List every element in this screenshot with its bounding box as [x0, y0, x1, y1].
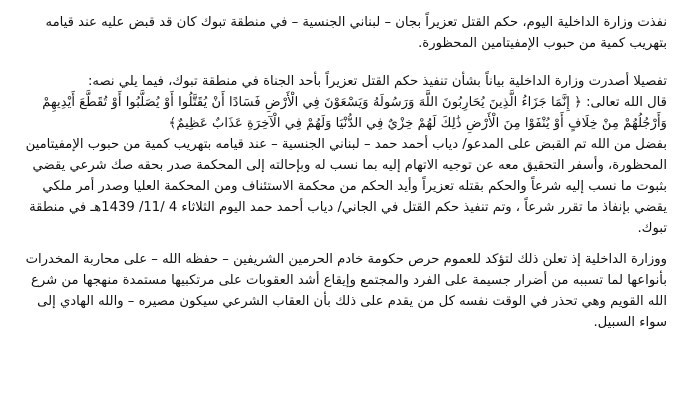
closing-paragraph: ووزارة الداخلية إذ تعلن ذلك لتؤكد للعموم حرص حكومة خادم الحرمين الشريفين – حفظه الله – على محاربة المخدرات بأنواعها لما تسببه من أضرار جسيمة على الفرد والمجتمع وإيقاع أشد العقوبات على مرتكبيها مستمدة منهجها من شرع الله القويم وهي تحذر في الوقت نفسه كل من يقدم على ذلك بأن العقاب الشرعي سيكون مصيره – والله الهادي إلى سواء السبيل.	[25, 252, 667, 330]
quran-verse-text: ﴿ إِنَّمَا جَزَاءُ الَّذِينَ يُحَارِبُونَ اللَّهَ وَرَسُولَهُ وَيَسْعَوْنَ فِي الْأَرْضِ فَسَادًا أَنْ يُقَتَّلُوا أَوْ يُصَلَّبُوا أَوْ تُقَطَّعَ أَيْدِيهِمْ وَأَرْجُلُهُمْ مِنْ خِلَافٍ أَوْ يُنْفَوْا مِنَ الْأَرْضِ ذَٰلِكَ لَهُمْ خِزْيٌ فِي الدُّنْيَا وَلَهُمْ فِي الْآخِرَةِ عَذَابٌ عَظِيمٌ﴾	[42, 95, 667, 131]
paragraph-spacer	[12, 54, 667, 71]
details-intro-paragraph: تفصيلا أصدرت وزارة الداخلية بياناً بشأن تنفيذ حكم القتل تعزيراً بأحد الجناة في منطقة تبوك، فيما يلي نصه:	[87, 74, 667, 89]
quran-verse-paragraph	[12, 92, 667, 134]
body-paragraph: بفضل من الله تم القبض على المدعو/ دياب أحمد حمد – لبناني الجنسية – عند قيامه بتهريب كمية من حبوب الإمفيتامين المحظورة، وأسفر التحقيق معه عن توجيه الاتهام إليه بما نسب له وبإحالته إلى المحكمة صدر بحقه صك شرعي يقضي بثبوت ما نسب إليه شرعاً والحكم بقتله تعزيراً وأيد الحكم من محكمة الاستئناف ومن المحكمة العليا وصدر أمر ملكي يقضي بإنفاذ ما تقرر شرعاً ، وتم تنفيذ حكم القتل في الجاني/ دياب أحمد حمد اليوم الثلاثاء 4 /11/ 1439هـ في منطقة تبوك.	[25, 137, 667, 236]
paragraph-spacer	[12, 239, 667, 249]
intro-paragraph: نفذت وزارة الداخلية اليوم، حكم القتل تعزيراً بجان – لبناني الجنسية – في منطقة تبوك كان قد قبض عليه عند قيامه بتهريب كمية من حبوب الإمفيتامين المحظورة.	[45, 15, 667, 51]
verse-lead: قال الله تعالى:	[586, 95, 667, 110]
